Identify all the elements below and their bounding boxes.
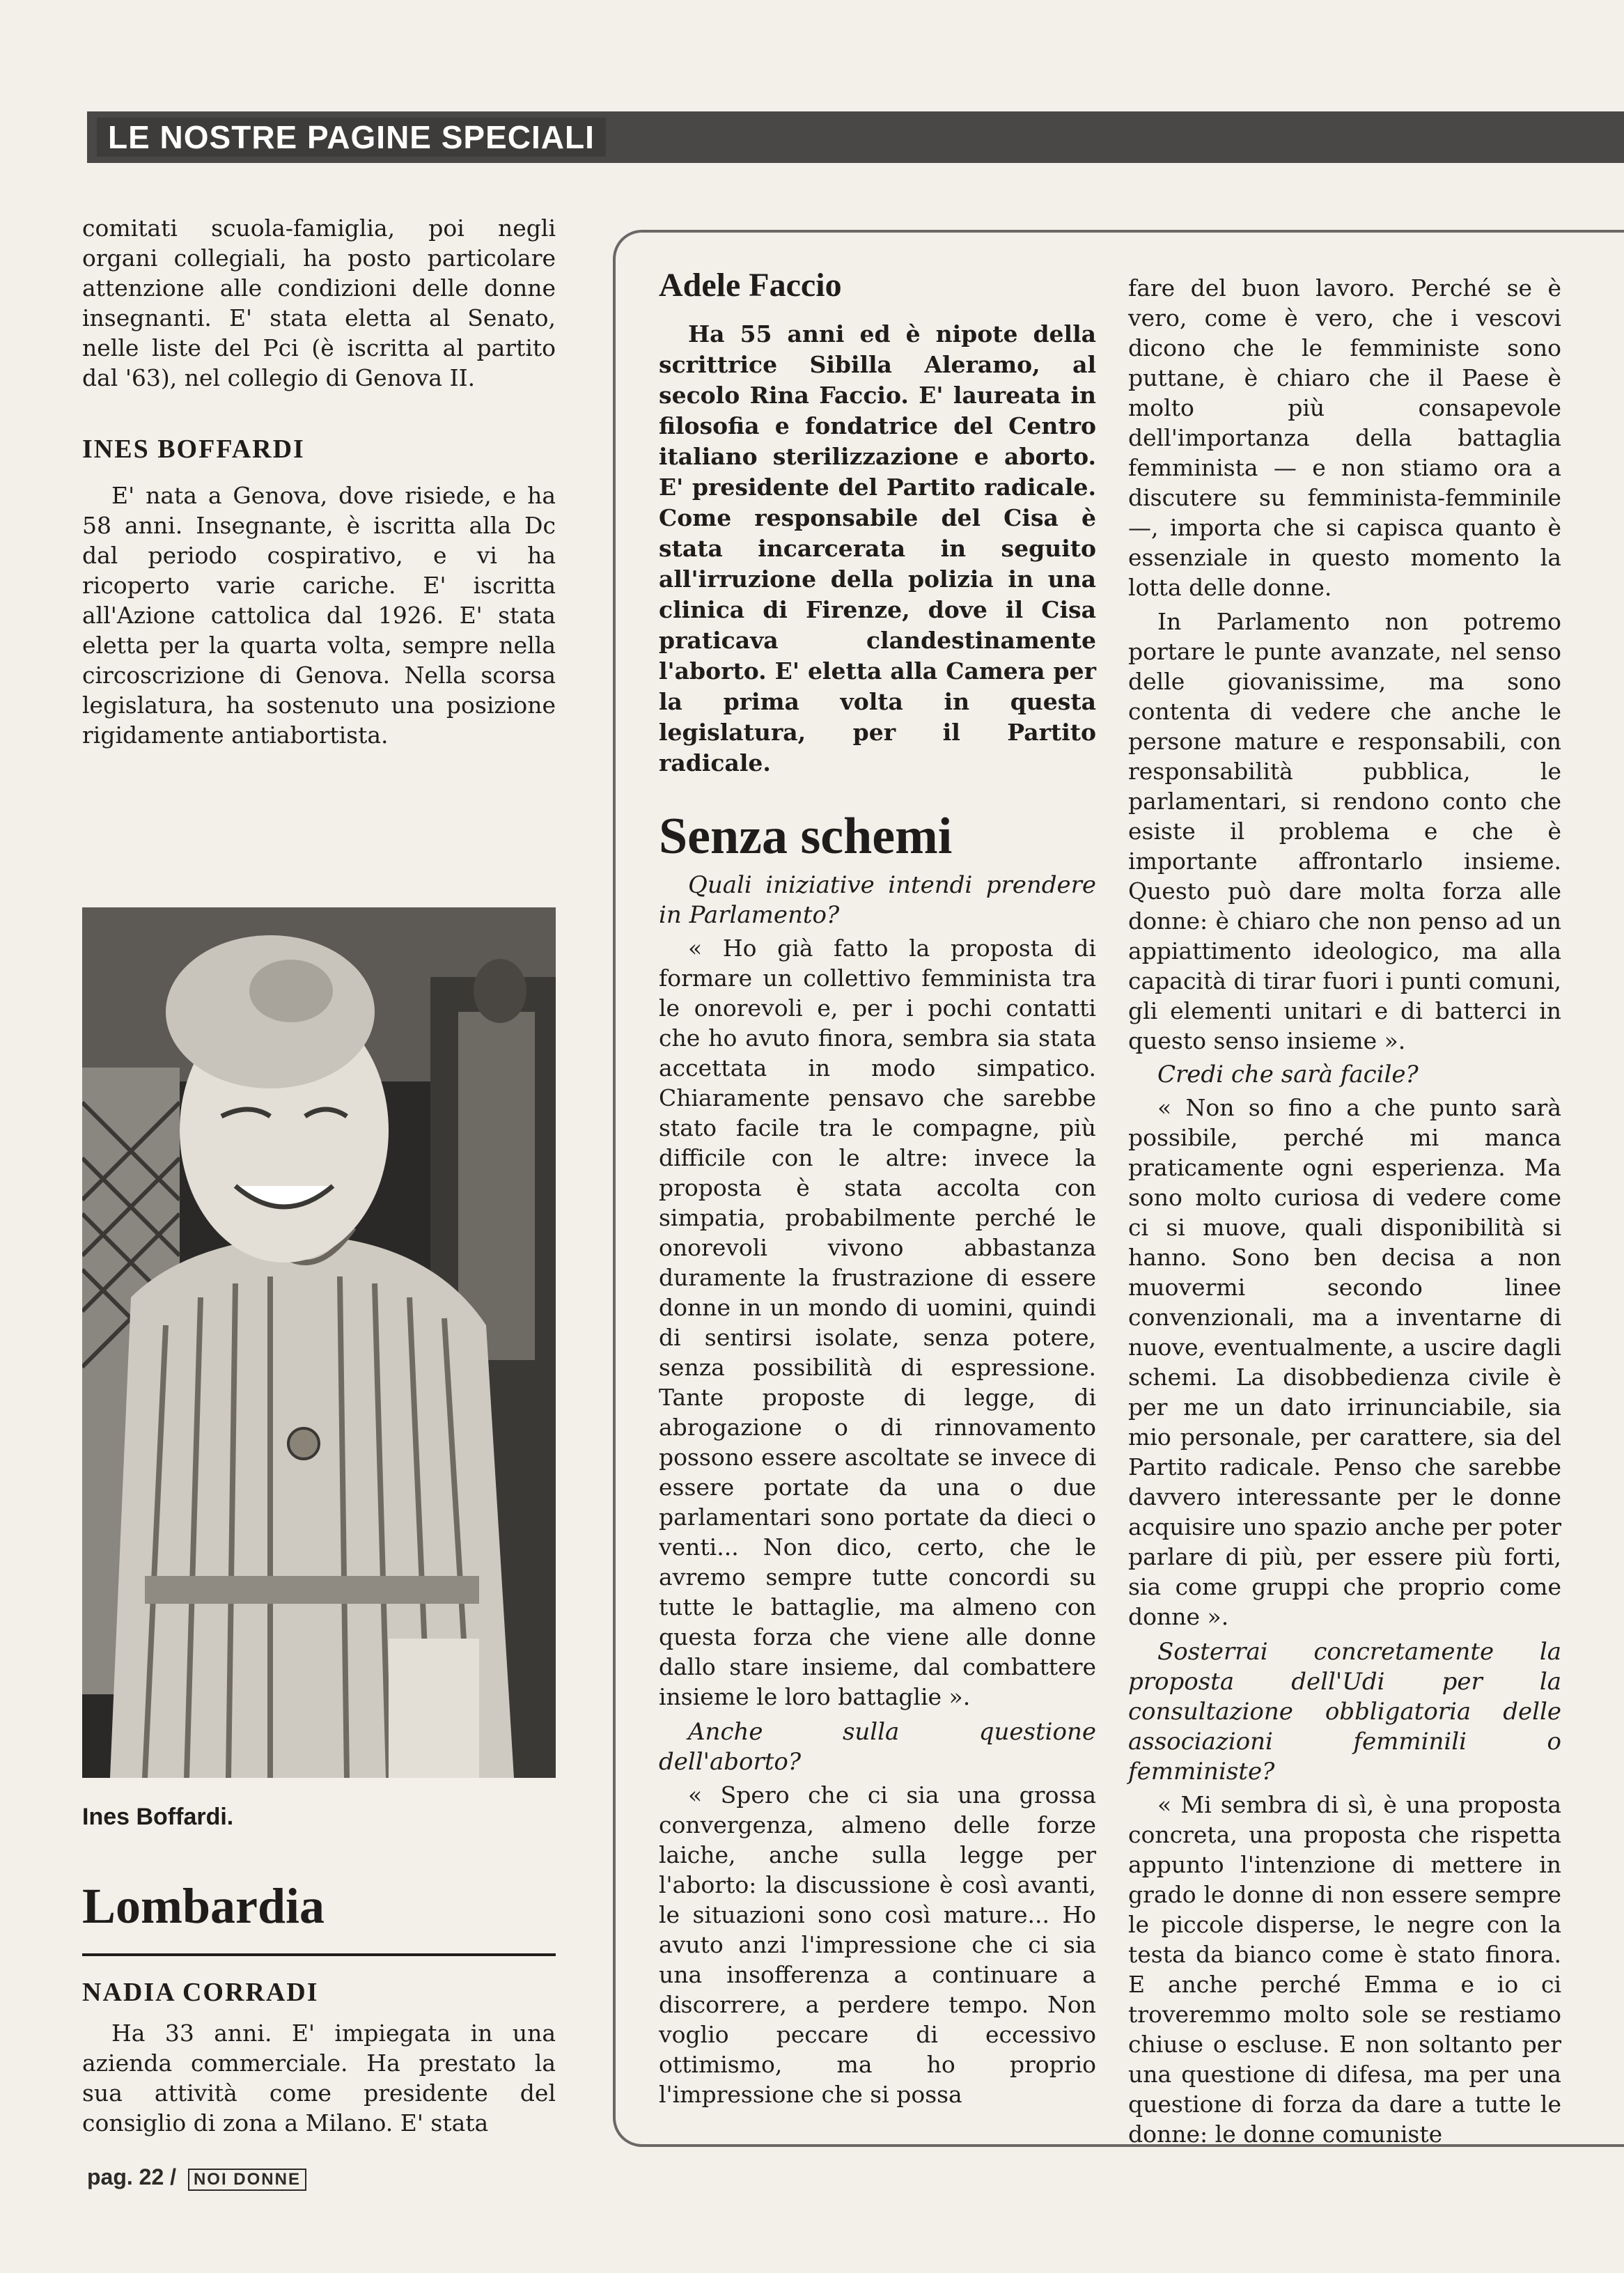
adele-faccio-bio: Ha 55 anni ed è nipote della scrittrice Sibilla Aleramo, al secolo Rina Faccio. E' laureata in filosofia e fondatrice del Centro italiano sterilizzazione e aborto. E' presidente del Partito radicale. Come responsabile del Cisa è stata incarcerata in seguito all'irruzione della polizia in una clinica di Firenze, dove il Cisa praticava clandestinamente l'aborto. E' eletta alla Camera per la prima volta in questa legislatura, per il Partito radicale. <box>659 320 1096 776</box>
nadia-corradi-block <box>82 1976 556 2138</box>
page-footer <box>87 2164 306 2191</box>
answer-2: « Spero che ci sia una grossa convergenza, almeno delle forze laiche, anche sulla legge per l'aborto: la discussione è così avanti, le situazioni sono così mature... Ho avuto anzi l'impressione che ci sia una insofferenza a continuare a discorrere, a perdere tempo. Non voglio peccare di eccessivo ottimismo, ma ho proprio l'impressione che si possa <box>659 1781 1096 2108</box>
question-2: Anche sulla questione dell'aborto? <box>659 1718 1096 1776</box>
left-column <box>82 213 556 750</box>
nadia-corradi-heading: NADIA CORRADI <box>82 1978 319 2007</box>
nadia-corradi-bio: Ha 33 anni. E' impiegata in una azienda commerciale. Ha prestato la sua attività come presidente del consiglio di zona a Milano. E' stata <box>82 2020 556 2137</box>
answer-4: « Mi sembra di sì, è una proposta concreta, una proposta che rispetta appunto l'intenzione di mettere in grado le donne di non essere sempre le piccole disperse, le negre con la testa da bianco come è stato finora. E anche perché Emma e io ci troveremmo molto sole se restiamo chiuse o escluse. E non soltanto per una questione di difesa, ma per una questione di forza da dare a tutte le donne: le donne comuniste <box>1128 1791 1561 2148</box>
photo-ines-boffardi <box>82 907 556 1778</box>
question-3: Credi che sarà facile? <box>1157 1061 1419 1088</box>
answer-2-paragraph-2: In Parlamento non potremo portare le punte avanzate, nel senso delle giovanissime, ma sono contenta di vedere che anche le persone mature e responsabili, con responsabilità pubblica, le parlamentari, si rendono conto che esiste il problema e che è importante affrontarlo insieme. Questo può dare molta forza alle donne: è chiaro che non penso ad un appiattimento ideologico, ma alla capacità di tirar fuori i punti comuni, gli elementi unitari e di batterci in questo senso insieme ». <box>1128 608 1561 1054</box>
article-headline: Senza schemi <box>659 808 953 865</box>
photo-caption: Ines Boffardi. <box>82 1804 234 1830</box>
region-title-lombardia: Lombardia <box>82 1878 325 1934</box>
question-4: Sosterrai concretamente la proposta dell'Udi per la consultazione obbligatoria delle associazioni femminili o femministe? <box>1128 1638 1561 1786</box>
question-1: Quali iniziative intendi prendere in Parlamento? <box>659 871 1096 929</box>
interviewee-name: Adele Faccio <box>659 267 842 304</box>
ines-boffardi-heading: INES BOFFARDI <box>82 435 305 464</box>
answer-2-continued: fare del buon lavoro. Perché se è vero, come è vero, che i vescovi dicono che le femministe sono puttane, è chiaro che il Paese è molto più consapevole dell'importanza della battaglia femminista — e non stiamo ora a discutere su femminista-femminile —, importa che si capisca quanto è essenziale in questo momento la lotta delle donne. <box>1128 274 1561 601</box>
middle-column <box>659 266 1096 2109</box>
region-rule <box>82 1953 556 1956</box>
ines-boffardi-bio: E' nata a Genova, dove risiede, e ha 58 anni. Insegnante, è iscritta alla Dc dal periodo cospirativo, e vi ha ricoperto varie cariche. E' iscritta all'Azione cattolica dal 1926. E' stata eletta per la quarta volta, sempre nella circoscrizione di Genova. Nella scorsa legislatura, ha sostenuto una posizione rigidamente antiabortista. <box>82 482 556 749</box>
left-column-bottom <box>82 1804 556 1934</box>
answer-3: « Non so fino a che punto sarà possibile, perché mi manca praticamente ogni esperienza. Ma sono molto curiosa di vedere come ci si muove, quali disponibilità si hanno. Sono ben decisa a non muovermi secondo linee convenzionali, ma a inventarne di nuove, eventualmente, a uscire dagli schemi. La disobbedienza civile è per me un dato irrinunciabile, sia mio personale, per carattere, sia del Partito radicale. Penso che sarebbe davvero interessante per le donne acquisire uno spazio anche per poter parlare di più, per essere più forti, sia come gruppi che proprio come donne ». <box>1128 1094 1561 1630</box>
intro-paragraph: comitati scuola-famiglia, poi negli organi collegiali, ha posto particolare attenzione alle condizioni delle donne insegnanti. E' stata eletta al Senato, nelle liste del Pci (è iscritta al partito dal '63), nel collegio di Genova II. <box>82 214 556 391</box>
right-column <box>1128 273 1561 2149</box>
answer-1: « Ho già fatto la proposta di formare un collettivo femminista tra le onorevoli e, per i pochi contatti che ho avuto finora, sembra sia stata accettata in modo simpatico. Chiaramente pensavo che sarebbe stato facile tra le compagne, più difficile con le altre: invece la proposta è stata accolta con simpatia, probabilmente perché le onorevoli vivono abbastanza duramente la frustrazione di essere donne in un mondo di uomini, quindi di sentirsi isolate, senza potere, senza possibilità di espressione. Tante proposte di legge, di abrogazione o di rinnovamento possono essere ascoltate se invece di essere portate da una o due parlamentari sono portate da dieci o venti... Non dico, certo, che le avremo sempre tutte concordi su tutte le battaglie, ma almeno con questa forza che viene alle donne dallo stare insieme, dal combattere insieme le loro battaglie ». <box>659 935 1096 1710</box>
section-banner <box>87 111 1624 163</box>
magazine-logo: NOI DONNE <box>188 2169 306 2191</box>
portrait-illustration <box>82 907 556 1778</box>
banner-label: LE NOSTRE PAGINE SPECIALI <box>97 118 606 157</box>
page-number: pag. 22 / <box>87 2164 177 2189</box>
